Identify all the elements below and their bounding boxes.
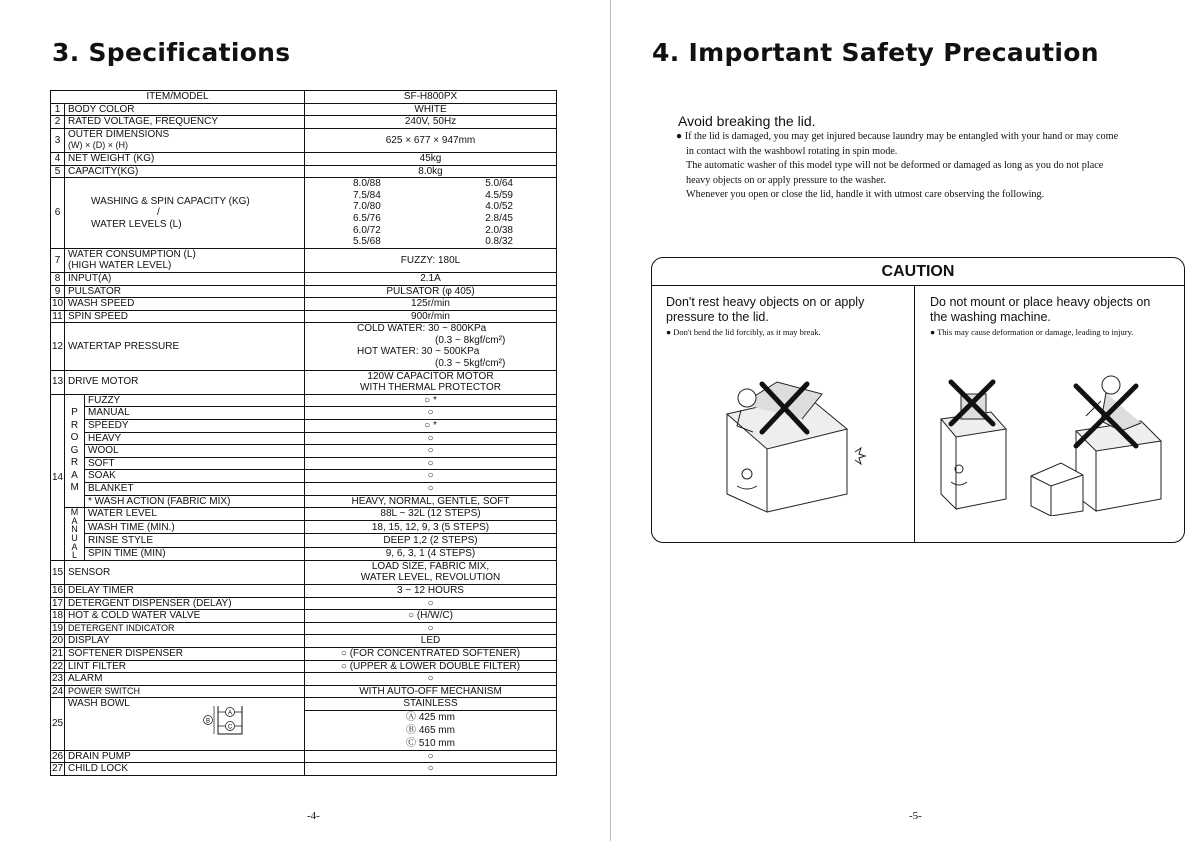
row-item: CAPACITY(KG): [65, 165, 305, 178]
row-value: ○ (H/W/C): [305, 610, 557, 623]
program-value: ○: [305, 445, 557, 458]
manual-name: RINSE STYLE: [85, 534, 305, 547]
row-number: 26: [51, 750, 64, 762]
capacity-left: 8.0/88: [353, 178, 381, 190]
row-number: 17: [51, 597, 64, 609]
manual-label-text: M A N U A L: [70, 507, 79, 561]
specifications-table: [50, 90, 557, 776]
row-item-label: WASH BOWL: [68, 698, 130, 710]
table-row: [51, 685, 557, 698]
safety-page: [596, 0, 1191, 841]
row-number: 19: [51, 622, 64, 634]
manual-value: 88L ~ 32L (12 STEPS): [305, 508, 557, 521]
row-item: DETERGENT DISPENSER (DELAY): [65, 597, 305, 610]
row-value: [305, 370, 557, 394]
value-line: Ⓑ 465 mm: [406, 724, 455, 736]
capacity-right: 2.0/38: [485, 224, 513, 236]
row-value: LED: [305, 635, 557, 648]
page-title: 4. Important Safety Precaution: [652, 38, 1099, 67]
row-number: 9: [51, 285, 65, 298]
row-number: 5: [51, 165, 65, 178]
row-item-line: /: [157, 207, 160, 219]
avoid-body: [676, 130, 1181, 203]
header-model: SF-H800PX: [305, 91, 557, 104]
row-item: SOFTENER DISPENSER: [65, 647, 305, 660]
row-item: CHILD LOCK: [65, 763, 305, 776]
table-row: [51, 310, 557, 323]
row-item: BODY COLOR: [65, 103, 305, 116]
row-number: 25: [51, 698, 65, 751]
program-value: ○: [305, 470, 557, 483]
row-item-line: WATER CONSUMPTION (L): [68, 248, 196, 260]
program-value: ○ *: [305, 420, 557, 433]
row-value: [305, 698, 557, 751]
row-number: 24: [51, 685, 64, 697]
row-item: POWER SWITCH: [65, 685, 305, 698]
value-line: COLD WATER: 30 ~ 800KPa: [357, 323, 487, 335]
row-item-line: WATER LEVELS (L): [91, 218, 182, 230]
row-item: LINT FILTER: [65, 660, 305, 673]
program-name: HEAVY: [85, 432, 305, 445]
capacity-left: 6.0/72: [353, 224, 381, 236]
row-item: DRAIN PUMP: [65, 750, 305, 763]
table-row: [51, 407, 557, 420]
program-name: SPEEDY: [85, 420, 305, 433]
table-row: [51, 508, 557, 521]
program-name: SOFT: [85, 457, 305, 470]
row-number: 21: [51, 647, 64, 659]
table-row: [51, 370, 557, 394]
program-name: * WASH ACTION (FABRIC MIX): [85, 495, 305, 508]
row-item-line: OUTER DIMENSIONS: [68, 128, 170, 140]
table-row: [51, 560, 557, 584]
row-value: WITH AUTO-OFF MECHANISM: [305, 685, 557, 698]
capacity-left: 7.5/84: [353, 189, 381, 201]
person-on-washer-illustration: [1021, 371, 1171, 516]
manual-name: WATER LEVEL: [85, 508, 305, 521]
diagram-label-b: B: [205, 718, 211, 725]
table-row: [51, 323, 557, 370]
row-number: 13: [51, 370, 65, 394]
capacity-right: 4.0/52: [485, 201, 513, 213]
avoid-line: heavy objects on or apply pressure to the washer.: [686, 174, 887, 186]
caution-title: CAUTION: [881, 263, 955, 280]
table-row: [51, 750, 557, 763]
value-line: 120W CAPACITOR MOTOR: [367, 370, 494, 382]
row-number: 27: [51, 763, 64, 775]
table-row: [51, 432, 557, 445]
table-row: [51, 521, 557, 534]
row-item: [65, 178, 305, 249]
value-line: Ⓒ 510 mm: [406, 737, 455, 749]
row-number: 6: [51, 178, 65, 249]
program-value: ○: [305, 483, 557, 496]
page-title: 3. Specifications: [52, 38, 291, 67]
row-value: 2.1A: [305, 272, 557, 285]
row-value: 45kg: [305, 152, 557, 165]
value-line: (0.3 ~ 5kgf/cm²): [435, 358, 506, 370]
row-number: 22: [51, 660, 64, 672]
row-item: [65, 698, 305, 751]
program-value: ○ *: [305, 394, 557, 407]
row-value: 240V, 50Hz: [305, 116, 557, 129]
row-value: ○ (FOR CONCENTRATED SOFTENER): [305, 647, 557, 660]
table-row: [51, 152, 557, 165]
row-value: ○ (UPPER & LOWER DOUBLE FILTER): [305, 660, 557, 673]
caution-column-mount: [916, 286, 1184, 542]
capacity-right: 2.8/45: [485, 212, 513, 224]
row-value: ○: [305, 622, 557, 635]
row-number: 16: [51, 584, 64, 596]
program-name: WOOL: [85, 445, 305, 458]
row-item: HOT & COLD WATER VALVE: [65, 610, 305, 623]
table-header: [51, 91, 557, 104]
row-number: 18: [51, 610, 64, 622]
table-row: [51, 178, 557, 249]
diagram-label-a: A: [227, 710, 233, 717]
caution-note: ● Don't bend the lid forcibly, as it may break.: [666, 327, 821, 337]
avoid-line: The automatic washer of this model type will not be deformed or damaged as long as you do not place: [686, 160, 1104, 171]
caution-heading: Don't rest heavy objects on or apply pressure to the lid.: [666, 295, 865, 324]
row-item-line: (W) × (D) × (H): [68, 140, 128, 151]
row-item: RATED VOLTAGE, FREQUENCY: [65, 116, 305, 129]
table-row: [51, 483, 557, 496]
row-number: 7: [51, 248, 65, 272]
row-number: 4: [51, 152, 65, 165]
capacity-right: 5.0/64: [485, 178, 513, 190]
capacity-values: [305, 178, 557, 249]
row-value: PULSATOR (φ 405): [305, 285, 557, 298]
manual-label: [65, 508, 85, 561]
header-item: ITEM/MODEL: [51, 91, 305, 104]
row-item: INPUT(A): [65, 272, 305, 285]
table-row: [51, 165, 557, 178]
program-value: HEAVY, NORMAL, GENTLE, SOFT: [305, 495, 557, 508]
table-row: [51, 673, 557, 686]
table-row: [51, 445, 557, 458]
row-value: FUZZY: 180L: [305, 248, 557, 272]
value-line: STAINLESS: [305, 698, 556, 711]
row-item: DETERGENT INDICATOR: [65, 622, 305, 635]
row-number: 20: [51, 635, 64, 647]
row-item: PULSATOR: [65, 285, 305, 298]
row-item: DISPLAY: [65, 635, 305, 648]
table-row: [51, 610, 557, 623]
manual-value: DEEP 1,2 (2 STEPS): [305, 534, 557, 547]
avoid-heading: Avoid breaking the lid.: [678, 113, 816, 129]
table-row: [51, 420, 557, 433]
row-number: 23: [51, 673, 64, 685]
program-label: [65, 394, 85, 507]
program-name: SOAK: [85, 470, 305, 483]
row-number: 15: [51, 560, 65, 584]
caution-heading: Do not mount or place heavy objects on the washing machine.: [930, 295, 1151, 324]
row-item: DELAY TIMER: [65, 584, 305, 597]
row-number: 12: [51, 323, 65, 370]
row-item: SENSOR: [65, 560, 305, 584]
row-value: ○: [305, 673, 557, 686]
row-item: WATERTAP PRESSURE: [65, 323, 305, 370]
row-item: NET WEIGHT (KG): [65, 152, 305, 165]
row-value: 900r/min: [305, 310, 557, 323]
value-line: WATER LEVEL, REVOLUTION: [360, 572, 501, 584]
caution-note: ● This may cause deformation or damage, leading to injury.: [930, 327, 1134, 337]
row-value: 125r/min: [305, 298, 557, 311]
manual-value: 9, 6, 3, 1 (4 STEPS): [305, 547, 557, 560]
table-row: [51, 547, 557, 560]
table-row: [51, 495, 557, 508]
table-row: [51, 647, 557, 660]
row-value: 8.0kg: [305, 165, 557, 178]
value-line: (0.3 ~ 8kgf/cm²): [435, 334, 506, 346]
diagram-label-c: C: [227, 724, 233, 731]
avoid-line: Whenever you open or close the lid, handle it with utmost care observing the following.: [686, 189, 1045, 200]
program-value: ○: [305, 432, 557, 445]
row-number: 14: [51, 394, 65, 560]
caution-box: [651, 257, 1185, 543]
program-value: ○: [305, 457, 557, 470]
capacity-right: 4.5/59: [485, 189, 513, 201]
row-value: WHITE: [305, 103, 557, 116]
row-value: 3 ~ 12 HOURS: [305, 584, 557, 597]
table-row: [51, 635, 557, 648]
table-row: [51, 285, 557, 298]
page-number: -5-: [909, 810, 922, 822]
table-row: [51, 698, 557, 751]
wash-bowl-diagram: [200, 704, 250, 738]
capacity-left: 7.0/80: [353, 201, 381, 213]
washer-lid-illustration: [707, 374, 867, 514]
program-value: ○: [305, 407, 557, 420]
table-row: [51, 272, 557, 285]
avoid-line: in contact with the washbowl rotating in spin mode.: [686, 145, 898, 157]
value-line: HOT WATER: 30 ~ 500KPa: [357, 346, 480, 358]
row-value: ○: [305, 763, 557, 776]
capacity-left: 6.5/76: [353, 212, 381, 224]
manual-name: WASH TIME (MIN.): [85, 521, 305, 534]
row-number: 2: [51, 116, 65, 129]
table-row: [51, 470, 557, 483]
table-row: [51, 116, 557, 129]
row-number: 10: [51, 298, 64, 310]
table-row: [51, 622, 557, 635]
table-row: [51, 128, 557, 152]
row-value: [305, 560, 557, 584]
row-value: [305, 323, 557, 370]
row-item-line: (HIGH WATER LEVEL): [68, 260, 172, 272]
row-item: SPIN SPEED: [65, 310, 305, 323]
table-row: [51, 763, 557, 776]
row-item: [65, 248, 305, 272]
specifications-page: [0, 0, 595, 841]
program-name: FUZZY: [85, 394, 305, 407]
row-number: 1: [51, 103, 65, 116]
page-number: -4-: [307, 810, 320, 822]
value-line: LOAD SIZE, FABRIC MIX,: [371, 560, 490, 572]
row-item: ALARM: [65, 673, 305, 686]
washer-sitting-illustration: [931, 374, 1011, 514]
program-name: BLANKET: [85, 483, 305, 496]
row-number: 3: [51, 128, 65, 152]
row-value: ○: [305, 750, 557, 763]
table-row: [51, 660, 557, 673]
table-row: [51, 394, 557, 407]
capacity-right: 0.8/32: [485, 236, 513, 248]
program-name: MANUAL: [85, 407, 305, 420]
table-row: [51, 298, 557, 311]
table-row: [51, 597, 557, 610]
table-row: [51, 248, 557, 272]
row-item: [65, 128, 305, 152]
table-row: [51, 457, 557, 470]
table-row: [51, 584, 557, 597]
row-number: 8: [51, 272, 65, 285]
row-item: WASH SPEED: [65, 298, 305, 311]
row-item-line: WASHING & SPIN CAPACITY (KG): [91, 195, 250, 207]
capacity-left: 5.5/68: [353, 236, 381, 248]
caution-column-lid: [652, 286, 915, 542]
row-item: DRIVE MOTOR: [65, 370, 305, 394]
row-value: 625 × 677 × 947mm: [305, 128, 557, 152]
row-value: ○: [305, 597, 557, 610]
table-row: [51, 103, 557, 116]
avoid-line: ● If the lid is damaged, you may get injured because laundry may be entangled with your hand or may come: [676, 131, 1119, 142]
value-line: Ⓐ 425 mm: [406, 711, 455, 723]
value-line: WITH THERMAL PROTECTOR: [360, 382, 501, 394]
manual-name: SPIN TIME (MIN): [85, 547, 305, 560]
manual-value: 18, 15, 12, 9, 3 (5 STEPS): [305, 521, 557, 534]
table-row: [51, 534, 557, 547]
row-number: 11: [52, 310, 63, 322]
program-label-text: P R O G R A M: [70, 407, 79, 494]
